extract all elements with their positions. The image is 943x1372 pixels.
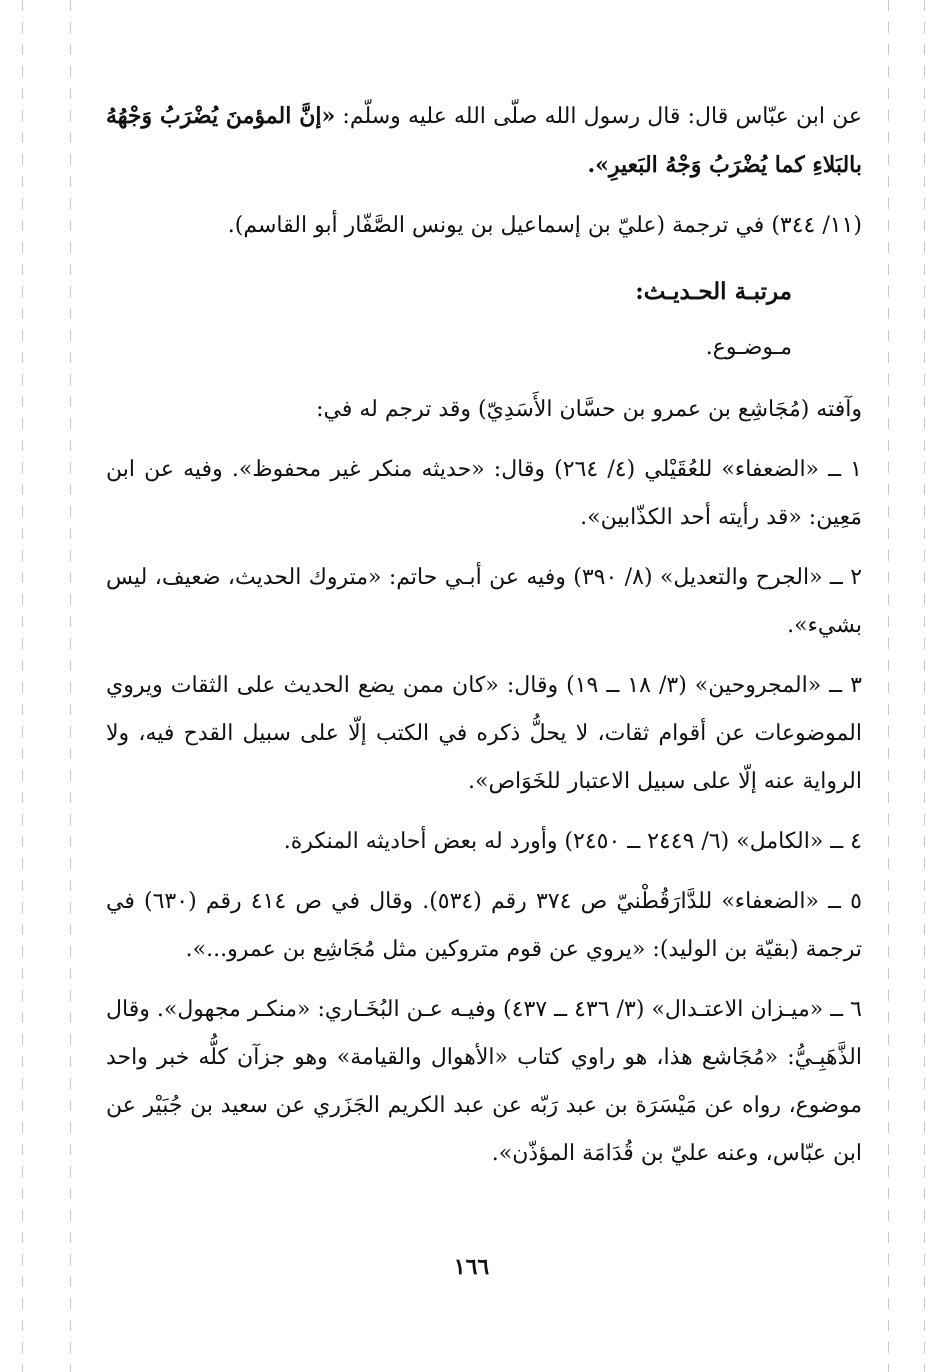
list-item-1: ١ ــ «الضعفاء» للعُقَيْلي (٤/ ٢٦٤) وقال: «حديثه منكر غير محفوظ». وفيه عن ابن مَعِين: «قد رأيته أحد الكذّابين».: [106, 457, 862, 530]
ruling-text: مـوضـوع.: [705, 335, 792, 360]
scan-edge-line: [924, 0, 925, 1372]
page-number: ١٦٦: [453, 1254, 490, 1280]
hadith-paragraph: [106, 92, 862, 190]
source-reference: (١١/ ٣٤٤) في ترجمة (عليّ بن إسماعيل بن يونس الصَّفّار أبو القاسم).: [227, 213, 862, 238]
hadith-intro: عن ابن عبّاس قال: قال رسول الله صلّى الله عليه وسلّم:: [335, 104, 862, 129]
scan-edge-line: [888, 0, 889, 1372]
section-heading: مرتبـة الحـديـث:: [635, 278, 792, 305]
list-item-6: ٦ ــ «ميـزان الاعتـدال» (٣/ ٤٣٦ ــ ٤٣٧) وفيـه عـن البُخَـاري: «منكـر مجهول». وقال الذَّهَبِـيُّ: «مُجَاشع هذا، هو راوي كتاب «الأهوال والقيامة» وهو جزآن كلُّه خبر واحد موضوع، رواه عن مَيْسَرَة بن عبد رَبّه عن عبد الكريم الجَزَري عن سعيد بن جُبَيْر عن ابن عبّاس، وعنه عليّ بن قُدَامَة المؤذّن».: [106, 997, 862, 1166]
hadith-text: «إنَّ المؤمنَ يُضْرَبُ وَجْهُهُ بالبَلاءِ كما يُضْرَبُ وَجْهُ البَعيرِ».: [106, 103, 862, 178]
list-item-4: ٤ ــ «الكامل» (٦/ ٢٤٤٩ ــ ٢٤٥٠) وأورد له بعض أحاديثه المنكرة.: [283, 829, 862, 854]
scan-edge-line: [22, 0, 23, 1372]
list-item-3: ٣ ــ «المجروحين» (٣/ ١٨ ــ ١٩) وقال: «كان ممن يضع الحديث على الثقات ويروي الموضوعات عن أقوام ثقات، لا يحلُّ ذكره في الكتب إلّا على سبيل القدح فيه، ولا الرواية عنه إلّا على سبيل الاعتبار للخَوَاص».: [106, 673, 862, 794]
defect-paragraph: وآفته (مُجَاشِع بن عمرو بن حسَّان الأَسَدِيّ) وقد ترجم له في:: [316, 397, 862, 422]
list-item-5: ٥ ــ «الضعفاء» للدَّارَقُطْنيّ ص ٣٧٤ رقم (٥٣٤). وقال في ص ٤١٤ رقم (٦٣٠) في ترجمة (بقيّة بن الوليد): «يروي عن قوم متروكين مثل مُجَاشِع بن عمرو...».: [106, 889, 862, 962]
scan-edge-line: [70, 0, 71, 1372]
list-item-2: ٢ ــ «الجرح والتعديل» (٨/ ٣٩٠) وفيه عن أبـي حاتم: «متروك الحديث، ضعيف، ليس بشيء».: [106, 565, 863, 638]
main-text: [106, 92, 862, 1190]
